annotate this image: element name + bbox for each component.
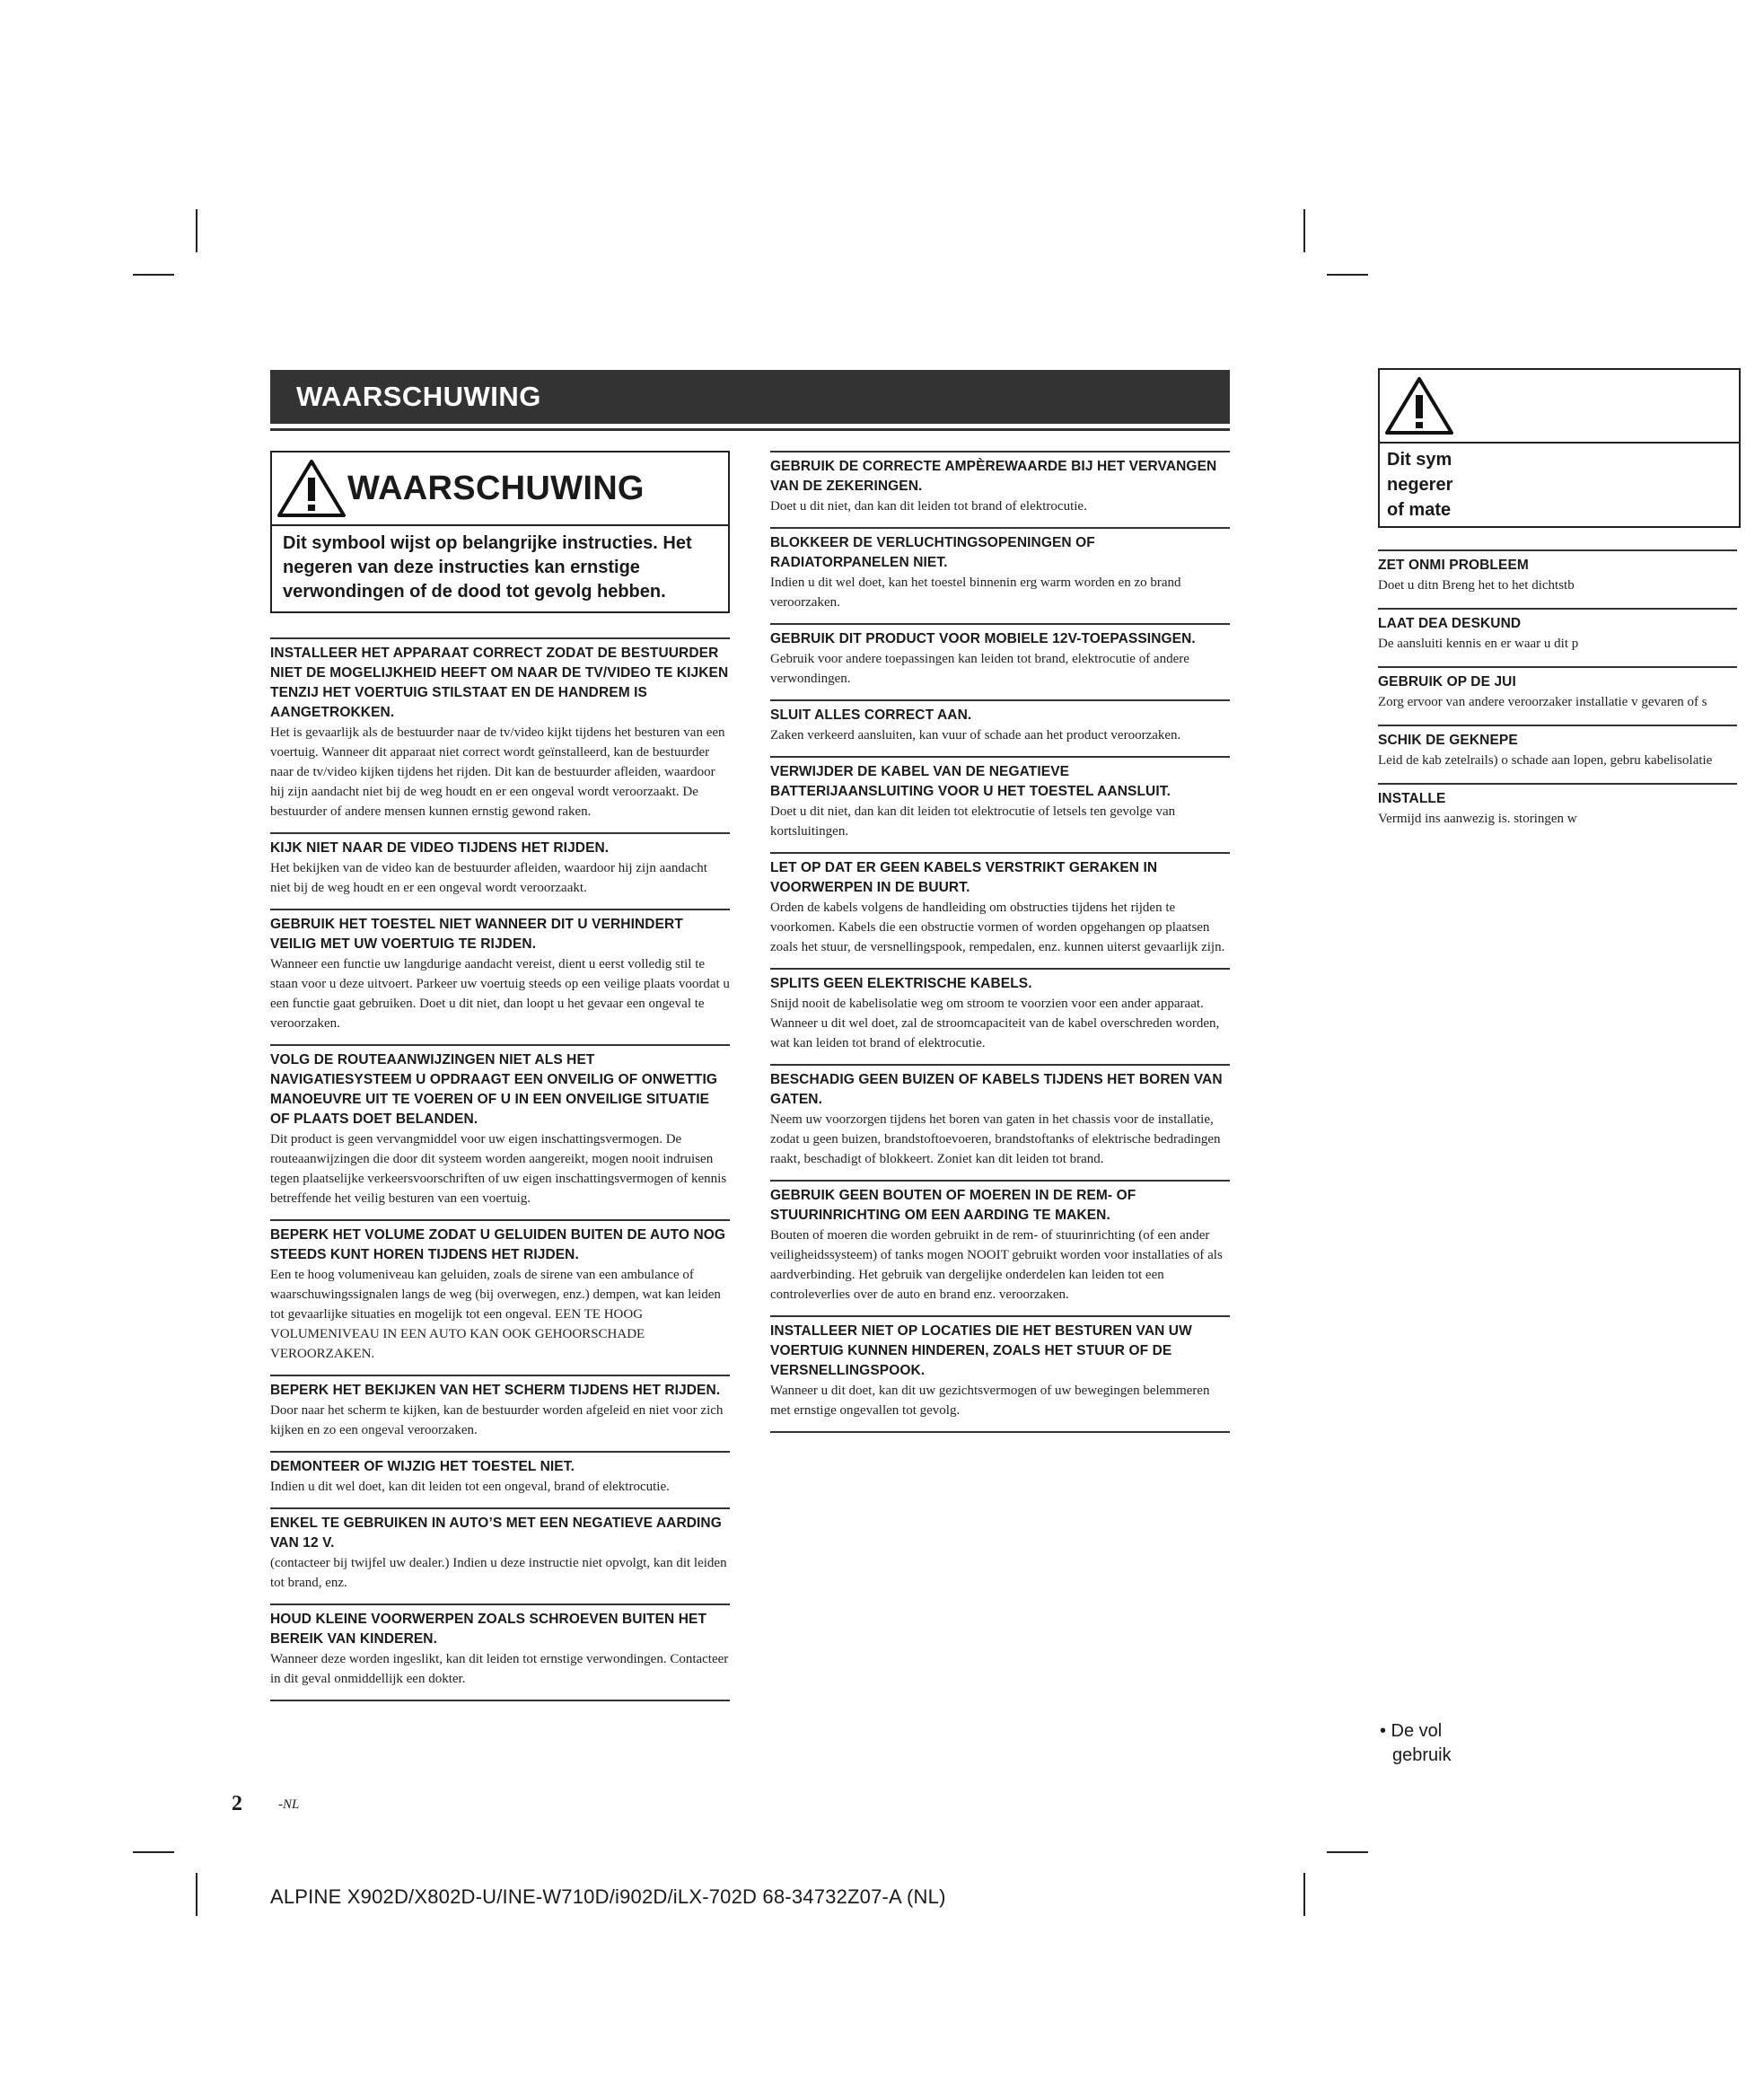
section-heading: ENKEL TE GEBRUIKEN IN AUTO’S MET EEN NEGATIEVE AARDING VAN 12 V. <box>270 1516 722 1551</box>
section-banner <box>270 370 1230 424</box>
warning-section <box>1378 783 1737 829</box>
section-heading: GEBRUIK DE CORRECTE AMPÈREWAARDE BIJ HET VERVANGEN VAN DE ZEKERINGEN. <box>770 459 1217 494</box>
section-body: Wanneer u dit doet, kan dit uw gezichtsvermogen of uw bewegingen belemmeren met ernstige ongevallen tot gevolg. <box>770 1384 1210 1418</box>
crop-mark <box>133 274 174 276</box>
page-number: 2 <box>232 1792 242 1815</box>
section-heading: KIJK NIET NAAR DE VIDEO TIJDENS HET RIJDEN. <box>270 840 610 856</box>
warning-section <box>770 623 1230 689</box>
warning-section <box>770 699 1230 745</box>
warning-section <box>770 968 1230 1053</box>
section-body: Gebruik voor andere toepassingen kan leiden tot brand, elektrocutie of andere verwondingen. <box>770 652 1189 686</box>
warning-triangle-icon <box>1383 375 1455 436</box>
section-body: Wanneer deze worden ingeslikt, kan dit leiden tot ernstige verwondingen. Contacteer in dit geval onmiddellijk een dokter. <box>270 1652 729 1686</box>
warning-box-title: WAARSCHUWING <box>347 469 645 507</box>
warning-box-header <box>272 453 728 526</box>
section-body: Door naar het scherm te kijken, kan de bestuurder worden afgeleid en niet voor zich kijken en zo een ongeval veroorzaken. <box>270 1403 724 1437</box>
warning-section <box>1378 666 1737 712</box>
section-body: Het is gevaarlijk als de bestuurder naar de tv/video kijkt tijdens het besturen van een voertuig. Wanneer dit apparaat niet correct wordt geïnstalleerd, kan de bestuurder naar de tv/video kijken tijdens het rijden. Dit kan de bestuurder afleiden, waardoor hij zijn aandacht niet bij de weg houdt en er een ongeval wordt veroorzaakt. De bestuurder of andere mensen kunnen ernstig gewond raken. <box>270 725 725 819</box>
warning-section <box>770 852 1230 957</box>
warning-section <box>1378 725 1737 770</box>
column-end-rule <box>270 1700 730 1701</box>
next-page-section-list <box>1378 549 1737 829</box>
column-end-rule <box>770 1431 1230 1433</box>
section-body: Indien u dit wel doet, kan dit leiden tot een ongeval, brand of elektrocutie. <box>270 1480 670 1494</box>
section-heading: HOUD KLEINE VOORWERPEN ZOALS SCHROEVEN BUITEN HET BEREIK VAN KINDEREN. <box>270 1612 707 1647</box>
warning-box-text: Dit symbool wijst op belangrijke instructies. Het negeren van deze instructies kan ernstige verwondingen of de dood tot gevolg hebben. <box>283 533 692 602</box>
warning-section <box>270 637 730 822</box>
crop-mark <box>1303 1873 1305 1916</box>
warning-section <box>770 1180 1230 1305</box>
section-body: Neem uw voorzorgen tijdens het boren van gaten in het chassis voor de installatie, zodat u geen buizen, brandstoftoevoeren, brandstoftanks of elektrische bedradingen raakt, beschadigt of blokkeert. Zoniet kan dit leiden tot brand. <box>770 1112 1221 1166</box>
section-body: Een te hoog volumeniveau kan geluiden, zoals de sirene van een ambulance of waarschuwingssignalen langs de weg (bij overwegen, enz.) dempen, wat kan leiden tot gevaarlijke situaties en mogelijk tot een ongeval. EEN TE HOOG VOLUMENIVEAU IN EEN AUTO KAN OOK GEHOORSCHADE VEROORZAKEN. <box>270 1268 721 1361</box>
warning-section <box>270 1451 730 1497</box>
warning-section <box>270 832 730 898</box>
right-section-list <box>770 451 1230 1420</box>
left-column <box>270 451 730 1701</box>
warning-section <box>770 1064 1230 1169</box>
section-heading: DEMONTEER OF WIJZIG HET TOESTEL NIET. <box>270 1459 575 1474</box>
section-body: Zorg ervoor van andere veroorzaker installatie v gevaren of s <box>1378 695 1707 709</box>
crop-mark <box>133 1851 174 1853</box>
next-page-warning-text <box>1380 444 1739 526</box>
warning-section <box>270 1044 730 1208</box>
next-page-bullet <box>1380 1719 1485 1768</box>
section-body: Doet u ditn Breng het to het dichtstb <box>1378 578 1575 593</box>
section-heading: GEBRUIK GEEN BOUTEN OF MOEREN IN DE REM- OF STUURINRICHTING OM EEN AARDING TE MAKEN. <box>770 1188 1136 1223</box>
section-body: Dit product is geen vervangmiddel voor uw eigen inschattingsvermogen. De routeaanwijzingen die door dit systeem worden aangereikt, mogen nooit indruisen tegen plaatselijke verkeersvoorschriften of uw eigen inschattingsvermogen of kennis betreffende het veilig besturen van een voertuig. <box>270 1132 727 1206</box>
section-body: Leid de kab zetelrails) o schade aan lopen, gebru kabelisolatie <box>1378 753 1713 768</box>
crop-mark <box>1327 274 1368 276</box>
section-heading: BLOKKEER DE VERLUCHTINGSOPENINGEN OF RADIATORPANELEN NIET. <box>770 535 1095 570</box>
right-column <box>770 451 1230 1433</box>
warning-section <box>770 1315 1230 1420</box>
section-heading: SPLITS GEEN ELEKTRISCHE KABELS. <box>770 976 1032 991</box>
section-heading: INSTALLEER NIET OP LOCATIES DIE HET BESTUREN VAN UW VOERTUIG KUNNEN HINDEREN, ZOALS HET STUUR OF DE VERSNELLINGSPOOK. <box>770 1323 1192 1378</box>
warning-section <box>770 527 1230 612</box>
warning-box <box>270 451 730 613</box>
section-body: Snijd nooit de kabelisolatie weg om stroom te voorzien voor een ander apparaat. Wanneer u dit wel doet, zal de stroomcapaciteit van de kabel overschreden worden, wat kan leiden tot brand of elektrocutie. <box>770 997 1220 1050</box>
left-section-list <box>270 637 730 1689</box>
next-page-warning-line: of mate <box>1387 500 1452 520</box>
document-label: ALPINE X902D/X802D-U/INE-W710D/i902D/iLX-702D 68-34732Z07-A (NL) <box>270 1885 946 1908</box>
warning-section <box>1378 608 1737 654</box>
warning-section <box>1378 549 1737 595</box>
section-heading: GEBRUIK HET TOESTEL NIET WANNEER DIT U VERHINDERT VEILIG MET UW VOERTUIG TE RIJDEN. <box>270 917 683 952</box>
warning-triangle-icon <box>276 458 347 519</box>
crop-mark <box>1303 209 1305 252</box>
section-heading: ZET ONMI PROBLEEM <box>1378 558 1529 573</box>
section-heading: VERWIJDER DE KABEL VAN DE NEGATIEVE BATTERIJAANSLUITING VOOR U HET TOESTEL AANSLUIT. <box>770 764 1171 799</box>
section-body: Wanneer een functie uw langdurige aandacht vereist, dient u eerst volledig stil te staan voor u deze uitvoert. Parkeer uw voertuig steeds op een veilige plaats voordat u een functie gaat gebruiken. Doet u dit niet, dan loopt u het gevaar een ongeval te veroorzaken. <box>270 957 730 1031</box>
section-body: Orden de kabels volgens de handleiding om obstructies tijdens het rijden te voorkomen. Kabels die een obstructie vormen of worden opgehangen op plaatsen zoals het stuur, de versnellingspook, rempedalen, enz. kunnen uiterst gevaarlijk zijn. <box>770 901 1225 954</box>
warning-section <box>770 451 1230 516</box>
warning-section <box>270 1507 730 1593</box>
next-page-warning-box <box>1378 368 1741 528</box>
warning-section <box>770 756 1230 841</box>
section-body: Indien u dit wel doet, kan het toestel binnenin erg warm worden en zo brand veroorzaken. <box>770 576 1181 610</box>
next-page-warning-line: Dit sym <box>1387 450 1452 470</box>
section-body: De aansluiti kennis en er waar u dit p <box>1378 637 1579 651</box>
section-heading: LAAT DEA DESKUND <box>1378 616 1522 631</box>
section-body: Het bekijken van de video kan de bestuurder afleiden, waardoor hij zijn aandacht niet bij de weg houdt en er een ongeval wordt veroorzaakt. <box>270 861 707 895</box>
section-heading: SCHIK DE GEKNEPE <box>1378 733 1518 748</box>
banner-rule <box>270 428 1230 431</box>
section-heading: BEPERK HET VOLUME ZODAT U GELUIDEN BUITEN DE AUTO NOG STEEDS KUNT HOREN TIJDENS HET RIJDEN. <box>270 1227 726 1262</box>
section-body: Doet u dit niet, dan kan dit leiden tot elektrocutie of letsels ten gevolge van kortsluitingen. <box>770 804 1176 839</box>
crop-mark <box>1327 1851 1368 1853</box>
section-body: (contacteer bij twijfel uw dealer.) Indien u deze instructie niet opvolgt, kan dit leiden tot brand, enz. <box>270 1556 727 1590</box>
section-heading: GEBRUIK OP DE JUI <box>1378 674 1516 690</box>
section-body: Doet u dit niet, dan kan dit leiden tot brand of elektrocutie. <box>770 499 1087 514</box>
section-body: Vermijd ins aanwezig is. storingen w <box>1378 812 1577 826</box>
warning-section <box>270 1604 730 1689</box>
warning-section <box>270 1219 730 1364</box>
section-heading: VOLG DE ROUTEAANWIJZINGEN NIET ALS HET NAVIGATIESYSTEEM U OPDRAAGT EEN ONVEILIG OF ONWETTIG MANOEUVRE UIT TE VOEREN OF U IN EEN ONVEILIGE SITUATIE OF PLAATS DOET BELANDEN. <box>270 1052 718 1127</box>
next-page-bullet-line: • De vol <box>1380 1721 1443 1741</box>
section-body: Zaken verkeerd aansluiten, kan vuur of schade aan het product veroorzaken. <box>770 728 1181 742</box>
section-body: Bouten of moeren die worden gebruikt in de rem- of stuurinrichting (of een ander veiligheidssysteem) of tanks mogen NOOIT gebruikt worden voor installaties of als aardverbinding. Het gebruik van dergelijke onderdelen kan leiden tot een controleverlies over de auto en brand enz. veroorzaken. <box>770 1228 1223 1302</box>
next-page-bullet-line: gebruik <box>1392 1745 1452 1765</box>
crop-mark <box>196 1873 197 1916</box>
crop-mark <box>196 209 197 252</box>
next-page-clip <box>1378 368 1713 1805</box>
section-heading: BEPERK HET BEKIJKEN VAN HET SCHERM TIJDENS HET RIJDEN. <box>270 1383 721 1398</box>
section-heading: INSTALLEER HET APPARAAT CORRECT ZODAT DE BESTUURDER NIET DE MOGELIJKHEID HEEFT OM NAAR DE TV/VIDEO TE KIJKEN TENZIJ HET VOERTUIG STILSTAAT EN DE HANDREM IS AANGETROKKEN. <box>270 646 729 720</box>
next-page-warning-header <box>1380 370 1739 444</box>
section-heading: INSTALLE <box>1378 791 1446 806</box>
warning-section <box>270 909 730 1033</box>
section-heading: LET OP DAT ER GEEN KABELS VERSTRIKT GERAKEN IN VOORWERPEN IN DE BUURT. <box>770 860 1158 895</box>
language-code: -NL <box>278 1797 300 1812</box>
warning-section <box>270 1375 730 1440</box>
section-heading: GEBRUIK DIT PRODUCT VOOR MOBIELE 12V-TOEPASSINGEN. <box>770 631 1196 646</box>
section-heading: BESCHADIG GEEN BUIZEN OF KABELS TIJDENS HET BOREN VAN GATEN. <box>770 1072 1223 1107</box>
banner-title: WAARSCHUWING <box>296 381 541 412</box>
next-page-warning-line: negerer <box>1387 475 1453 495</box>
section-heading: SLUIT ALLES CORRECT AAN. <box>770 707 972 723</box>
